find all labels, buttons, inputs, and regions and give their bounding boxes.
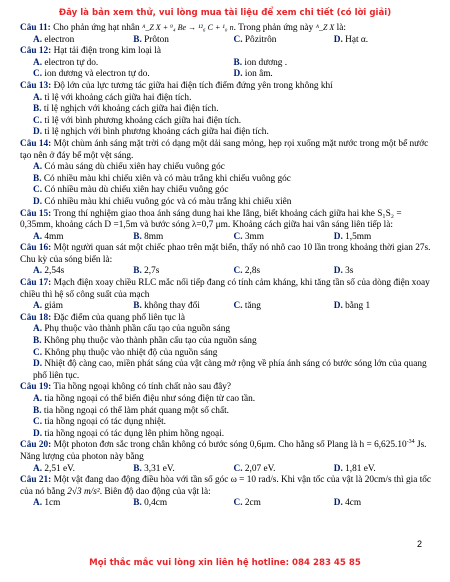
option-letter: B. bbox=[33, 405, 42, 416]
option-text: 1,81 eV. bbox=[342, 463, 376, 474]
question-list bbox=[20, 22, 434, 510]
answer-options bbox=[20, 266, 434, 278]
option-letter: B. bbox=[33, 336, 42, 347]
option-text: tăng bbox=[242, 301, 261, 312]
answer-options bbox=[20, 232, 434, 244]
option-b[interactable] bbox=[20, 406, 434, 418]
question-number: Câu 18: bbox=[20, 312, 52, 323]
option-text: ion dương . bbox=[242, 57, 288, 68]
question-number: Câu 15: bbox=[20, 208, 52, 219]
option-letter: A. bbox=[33, 92, 43, 103]
option-a[interactable] bbox=[20, 394, 434, 406]
option-text: 2,7s bbox=[141, 266, 160, 277]
answer-options bbox=[20, 69, 434, 81]
option-letter: C. bbox=[33, 185, 43, 196]
option-letter: A. bbox=[33, 324, 43, 335]
question-text: Trong thí nghiệm giao thoa ánh sáng dung hai khe Iâng, biết khoảng cách giữa hai khe S₁S₂ = 0,35mm, khoảng cách D =1,5m và bước sóng λ=0,7 μm. Khoảng cách giữa hai vân sáng liên tiếp là: bbox=[20, 208, 402, 231]
option-a[interactable] bbox=[20, 93, 434, 105]
option-c[interactable] bbox=[234, 35, 334, 47]
option-text: tỉ lệ với bình phương khoảng cách giữa hai điện tích. bbox=[42, 115, 242, 126]
option-letter: D. bbox=[333, 231, 343, 242]
answer-options bbox=[20, 301, 434, 313]
option-text: Có nhiều màu khi chiếu xiên và có màu trắng khi chiếu vuông góc bbox=[41, 173, 291, 184]
option-text: ion âm. bbox=[242, 69, 273, 80]
option-text: Nhiệt độ càng cao, miền phát sáng của vật càng mở rộng về phía ánh sáng có bước sóng lớn của quang phổ liên tục. bbox=[33, 359, 427, 381]
option-b[interactable] bbox=[20, 336, 434, 348]
option-d[interactable] bbox=[334, 498, 434, 510]
option-letter: B. bbox=[133, 266, 142, 277]
option-text: 0,4cm bbox=[141, 498, 168, 509]
preview-banner: Đây là bản xem thử, vui lòng mua tài liệu để xem chi tiết (có lời giải) bbox=[58, 8, 392, 18]
question-13 bbox=[20, 81, 434, 93]
option-letter: D. bbox=[33, 428, 43, 439]
nuclear-reaction-formula: ᴬ_Z X + ⁹₄ Be → ¹²₆ C + ¹₀ n bbox=[142, 23, 234, 32]
option-letter: B. bbox=[133, 301, 142, 312]
question-number: Câu 21: bbox=[20, 475, 52, 486]
question-number: Câu 12: bbox=[20, 46, 52, 57]
question-number: Câu 13: bbox=[20, 80, 52, 91]
question-21 bbox=[20, 475, 434, 498]
acceleration-formula: 2√3 m/s² bbox=[67, 486, 100, 497]
option-letter: D. bbox=[33, 359, 43, 370]
option-letter: A. bbox=[33, 394, 43, 404]
option-d[interactable] bbox=[334, 35, 434, 47]
question-text: . Trong phản ứng này bbox=[233, 23, 316, 33]
option-c[interactable] bbox=[234, 232, 334, 244]
option-a[interactable] bbox=[33, 232, 133, 244]
option-letter: D. bbox=[333, 301, 343, 312]
option-text: 2,51 eV. bbox=[42, 463, 75, 474]
option-letter: C. bbox=[233, 266, 243, 277]
option-a[interactable] bbox=[33, 498, 133, 510]
option-text: 4mm bbox=[42, 231, 64, 242]
question-16 bbox=[20, 243, 434, 266]
option-letter: B. bbox=[133, 463, 142, 474]
page-number: 2 bbox=[417, 539, 423, 549]
question-text: là: bbox=[334, 23, 346, 33]
option-text: electron bbox=[42, 34, 75, 45]
option-text: 2,54s bbox=[42, 266, 65, 277]
question-14 bbox=[20, 139, 434, 162]
option-letter: B. bbox=[133, 34, 142, 45]
option-text: không thay đổi bbox=[141, 301, 200, 312]
option-d[interactable] bbox=[334, 301, 434, 313]
option-c[interactable] bbox=[33, 69, 234, 81]
option-text: 2,8s bbox=[242, 266, 261, 277]
option-text: tỉ lệ nghịch với khoảng cách giữa hai điện tích. bbox=[41, 104, 219, 115]
question-text: Một photon đơn sắc trong chân không có bước sóng 0,6μm. Cho hằng số Plang là h = 6,625.10 bbox=[51, 440, 407, 451]
option-text: tia hồng ngoại có thể làm phát quang một số chất. bbox=[41, 405, 229, 416]
unknown-particle-symbol: ᴬ_Z X bbox=[315, 23, 335, 32]
option-d[interactable] bbox=[334, 464, 434, 476]
answer-options bbox=[20, 498, 434, 510]
option-letter: A. bbox=[33, 231, 43, 242]
option-letter: B. bbox=[33, 104, 42, 115]
option-c[interactable] bbox=[20, 116, 434, 128]
question-text: Cho phản ứng hạt nhân bbox=[50, 23, 143, 33]
option-text: tỉ lệ với khoảng cách giữa hai điện tích. bbox=[42, 92, 192, 103]
option-letter: D. bbox=[333, 266, 343, 277]
option-text: 3s bbox=[342, 266, 354, 277]
option-text: 3,31 eV. bbox=[141, 463, 175, 474]
hotline-banner: Mọi thắc mắc vui lòng xin liên hệ hotline: 084 283 45 85 bbox=[89, 558, 361, 568]
option-letter: A. bbox=[33, 34, 43, 45]
option-letter: C. bbox=[233, 34, 243, 45]
option-a[interactable] bbox=[20, 324, 434, 336]
option-a[interactable] bbox=[33, 464, 133, 476]
option-letter: A. bbox=[33, 498, 43, 509]
option-c[interactable] bbox=[20, 348, 434, 360]
question-text: Đặc điểm của quang phổ liên tục là bbox=[51, 312, 185, 323]
question-text: Tia hồng ngoại không có tính chất nào sau đây? bbox=[51, 382, 231, 393]
question-text: Một người quan sát một chiếc phao trên mặt biển, thấy nó nhô cao 10 lần trong khoảng thời gian 27s. Chu kỳ của sóng biển là: bbox=[20, 243, 431, 265]
option-text: tia hồng ngoại có tác dụng lên phim hồng ngoại. bbox=[42, 428, 225, 439]
option-c[interactable] bbox=[234, 266, 334, 278]
option-b[interactable] bbox=[133, 301, 233, 313]
option-text: 2cm bbox=[242, 498, 261, 509]
option-letter: C. bbox=[33, 115, 43, 126]
option-letter: A. bbox=[33, 463, 43, 474]
question-text: Một vật đang dao động điều hòa với tần số góc ω = 10 rad/s. Khi vận tốc của vật là 20cm/s thì gia tốc của nó bằng bbox=[20, 475, 432, 497]
option-text: tỉ lệ nghịch với bình phương khoảng cách giữa hai điện tích. bbox=[42, 127, 269, 138]
option-a[interactable] bbox=[33, 301, 133, 313]
question-19 bbox=[20, 382, 434, 394]
question-text: Hạt tải điện trong kim loại là bbox=[51, 46, 161, 57]
option-text: Không phụ thuộc vào thành phần cấu tạo của nguồn sáng bbox=[41, 336, 257, 347]
question-18 bbox=[20, 313, 434, 325]
option-text: Có nhiều màu dù chiếu xiên hay chiếu vuông góc bbox=[42, 185, 229, 196]
option-letter: A. bbox=[33, 57, 43, 68]
option-b[interactable] bbox=[133, 464, 233, 476]
option-d[interactable] bbox=[20, 359, 434, 382]
option-letter: C. bbox=[33, 347, 43, 358]
option-text: tia hồng ngoại có thể biến điệu như sóng điện từ cao tần. bbox=[42, 394, 256, 404]
option-letter: A. bbox=[33, 301, 43, 312]
option-text: ion dương và electron tự do. bbox=[42, 69, 150, 80]
option-b[interactable] bbox=[20, 174, 434, 186]
option-c[interactable] bbox=[234, 464, 334, 476]
question-12 bbox=[20, 46, 434, 58]
option-text: Phụ thuộc vào thành phần cấu tạo của nguồn sáng bbox=[42, 324, 231, 335]
option-d[interactable] bbox=[334, 266, 434, 278]
option-letter: C. bbox=[233, 463, 243, 474]
option-letter: C. bbox=[33, 417, 43, 428]
question-text: Mạch điện xoay chiều RLC mắc nối tiếp đang có tính cảm kháng, khi tăng tần số của dòng điện xoay chiều thì hệ số công suất của mạch bbox=[20, 278, 430, 300]
option-text: 1,5mm bbox=[342, 231, 372, 242]
option-text: Có nhiều màu khi chiếu vuông góc và có màu trắng khi chiếu xiên bbox=[42, 196, 292, 207]
option-c[interactable] bbox=[20, 185, 434, 197]
option-d[interactable] bbox=[334, 232, 434, 244]
option-c[interactable] bbox=[234, 498, 334, 510]
question-20 bbox=[20, 440, 434, 463]
question-number: Câu 16: bbox=[20, 243, 52, 254]
option-text: 4cm bbox=[342, 498, 362, 509]
question-number: Câu 17: bbox=[20, 278, 52, 289]
option-text: Hạt α. bbox=[342, 34, 369, 45]
option-letter: B. bbox=[33, 173, 42, 184]
answer-options bbox=[20, 35, 434, 47]
option-letter: B. bbox=[133, 498, 142, 509]
option-letter: C. bbox=[233, 231, 243, 242]
answer-options bbox=[20, 58, 434, 70]
option-text: 3mm bbox=[242, 231, 264, 242]
option-text: Prôton bbox=[141, 34, 169, 45]
option-a[interactable] bbox=[33, 266, 133, 278]
question-text: Một chùm ánh sáng mặt trời có dạng một dải sang mỏng, hẹp rọi xuống mặt nước trong một bể nước tạo nên ở đáy bể một vệt sáng. bbox=[20, 138, 429, 161]
option-letter: A. bbox=[33, 266, 43, 277]
option-text: 2,07 eV. bbox=[242, 463, 276, 474]
option-a[interactable] bbox=[33, 35, 133, 47]
option-letter: C. bbox=[233, 301, 243, 312]
option-letter: A. bbox=[33, 162, 43, 173]
question-number: Câu 11: bbox=[20, 23, 51, 33]
option-d[interactable] bbox=[234, 69, 435, 81]
option-letter: C. bbox=[33, 69, 43, 80]
question-text: Js. Năng lượng của photon này bằng bbox=[20, 440, 427, 462]
option-c[interactable] bbox=[20, 417, 434, 429]
option-text: bằng 1 bbox=[342, 301, 371, 312]
question-text: . Biên độ dao động của vật là: bbox=[99, 486, 211, 497]
option-letter: D. bbox=[33, 127, 43, 138]
option-b[interactable] bbox=[133, 498, 233, 510]
option-letter: D. bbox=[33, 196, 43, 207]
option-text: Không phụ thuộc vào nhiệt độ của nguồn sáng bbox=[42, 347, 218, 358]
option-letter: D. bbox=[333, 34, 343, 45]
option-d[interactable] bbox=[20, 429, 434, 441]
question-number: Câu 20: bbox=[20, 440, 52, 451]
exponent: -34 bbox=[406, 439, 415, 446]
option-letter: B. bbox=[133, 231, 142, 242]
question-text: Độ lớn của lực tương tác giữa hai điện tích điểm đứng yên trong không khí bbox=[51, 80, 333, 91]
option-a[interactable] bbox=[33, 58, 234, 70]
option-letter: D. bbox=[333, 498, 343, 509]
question-15 bbox=[20, 209, 434, 232]
option-b[interactable] bbox=[133, 266, 233, 278]
option-letter: D. bbox=[233, 69, 243, 80]
option-text: giảm bbox=[42, 301, 63, 312]
option-a[interactable] bbox=[20, 162, 434, 174]
question-17 bbox=[20, 278, 434, 301]
question-number: Câu 14: bbox=[20, 138, 52, 149]
option-text: 8mm bbox=[141, 231, 164, 242]
question-11 bbox=[20, 22, 434, 35]
option-b[interactable] bbox=[133, 232, 233, 244]
option-text: Pôzitrôn bbox=[242, 34, 277, 45]
question-number: Câu 19: bbox=[20, 382, 52, 393]
option-c[interactable] bbox=[234, 301, 334, 313]
option-text: Có màu sáng dù chiếu xiên hay chiếu vuông góc bbox=[42, 162, 225, 173]
option-d[interactable] bbox=[20, 127, 434, 139]
answer-options bbox=[20, 464, 434, 476]
option-text: tia hồng ngoại có tác dụng nhiệt. bbox=[42, 417, 166, 428]
option-b[interactable] bbox=[133, 35, 233, 47]
option-text: 1cm bbox=[42, 498, 61, 509]
option-d[interactable] bbox=[20, 197, 434, 209]
option-b[interactable] bbox=[20, 104, 434, 116]
option-letter: C. bbox=[233, 498, 243, 509]
option-text: electron tự do. bbox=[42, 57, 99, 68]
option-letter: B. bbox=[233, 57, 243, 68]
option-letter: D. bbox=[333, 463, 343, 474]
option-b[interactable] bbox=[234, 58, 435, 70]
